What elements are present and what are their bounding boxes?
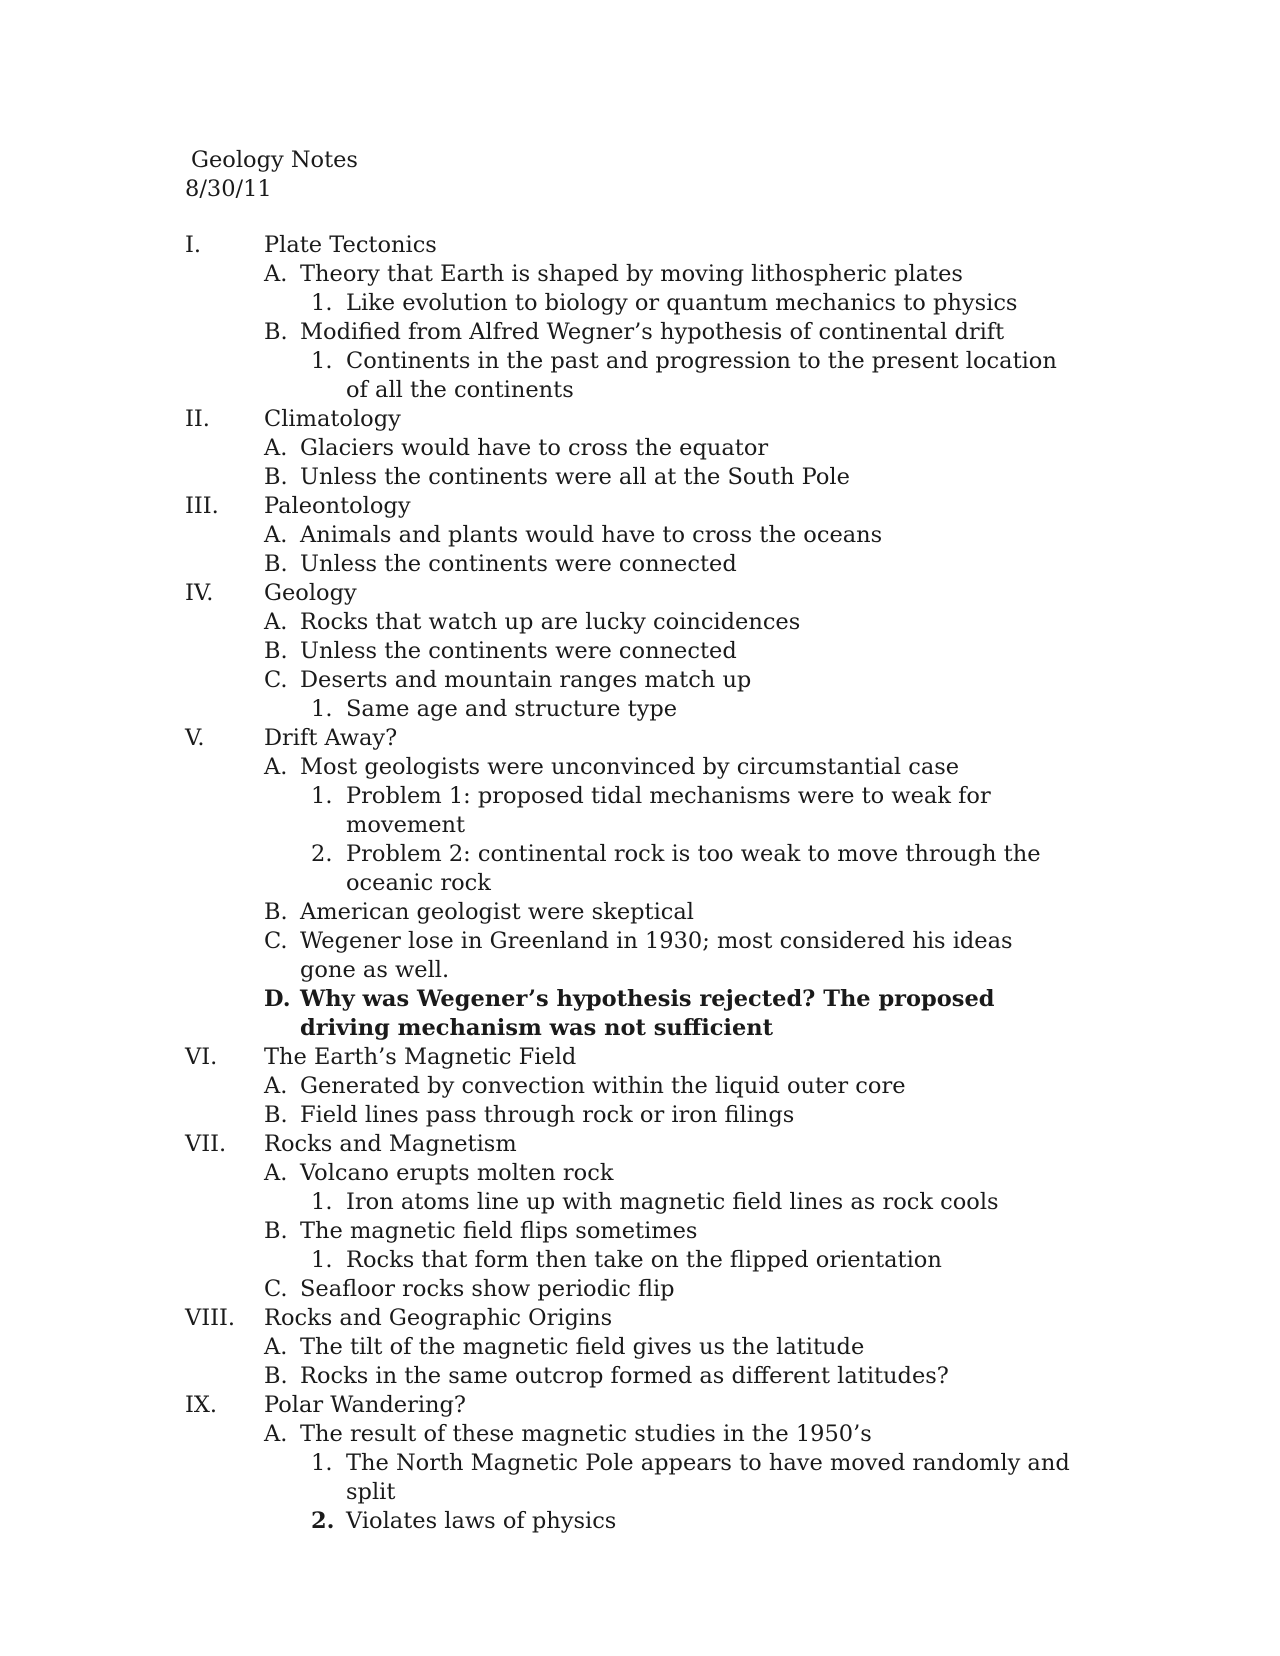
item-letter: A. [264, 1073, 288, 1099]
outline-subitem: Iron atoms line up with magnetic field lines as rock cools [346, 1189, 999, 1215]
section-heading: Paleontology [264, 493, 411, 519]
outline-item: Most geologists were unconvinced by circumstantial case [300, 754, 960, 780]
section-heading: Rocks and Geographic Origins [264, 1305, 613, 1331]
item-number: 1. [311, 783, 333, 809]
section-heading: Plate Tectonics [264, 232, 437, 258]
outline-subitem: Problem 1: proposed tidal mechanisms were to weak for movement [346, 783, 991, 838]
item-number: 1. [311, 290, 333, 316]
item-letter: B. [264, 1363, 288, 1389]
section-numeral: VI. [185, 1044, 218, 1070]
outline-item: Unless the continents were connected [300, 638, 737, 664]
outline-item: Rocks in the same outcrop formed as different latitudes? [300, 1363, 949, 1389]
outline-subitem: Like evolution to biology or quantum mechanics to physics [346, 290, 1018, 316]
outline-subitem: Same age and structure type [346, 696, 678, 722]
item-letter: A. [264, 522, 288, 548]
item-letter: D. [264, 986, 291, 1012]
item-letter: B. [264, 319, 288, 345]
item-number: 1. [311, 348, 333, 374]
section-heading: Geology [264, 580, 357, 606]
section-numeral: III. [185, 493, 219, 519]
outline-subitem: The North Magnetic Pole appears to have moved randomly and split [346, 1450, 1070, 1505]
outline [185, 231, 1105, 1536]
item-letter: A. [264, 1334, 288, 1360]
item-letter: C. [264, 928, 288, 954]
outline-subitem: Rocks that form then take on the flipped orientation [346, 1247, 942, 1273]
outline-item: The magnetic field flips sometimes [300, 1218, 698, 1244]
item-letter: A. [264, 1421, 288, 1447]
section-numeral: VII. [185, 1131, 227, 1157]
outline-subitem: Continents in the past and progression to the present location of all the continents [346, 348, 1057, 403]
outline-subitem: Violates laws of physics [346, 1508, 617, 1534]
outline-item: Generated by convection within the liquid outer core [300, 1073, 906, 1099]
item-letter: A. [264, 754, 288, 780]
outline-item: Glaciers would have to cross the equator [300, 435, 769, 461]
section-climatology [185, 405, 1105, 492]
outline-item: Field lines pass through rock or iron filings [300, 1102, 795, 1128]
outline-item: Volcano erupts molten rock [300, 1160, 614, 1186]
item-letter: A. [264, 261, 288, 287]
section-heading: Polar Wandering? [264, 1392, 466, 1418]
item-number: 1. [311, 1450, 333, 1476]
outline-item: Theory that Earth is shaped by moving lithospheric plates [300, 261, 963, 287]
item-number: 2. [311, 1508, 335, 1534]
document-page [185, 146, 1105, 1536]
section-plate-tectonics [185, 231, 1105, 405]
outline-subitem: Problem 2: continental rock is too weak to move through the oceanic rock [346, 841, 1041, 896]
item-letter: B. [264, 464, 288, 490]
section-numeral: VIII. [185, 1305, 236, 1331]
outline-item: Unless the continents were all at the South Pole [300, 464, 850, 490]
section-heading: The Earth’s Magnetic Field [264, 1044, 577, 1070]
outline-item: Modified from Alfred Wegner’s hypothesis of continental drift [300, 319, 1005, 345]
outline-item: Wegener lose in Greenland in 1930; most considered his ideas gone as well. [300, 928, 1013, 983]
section-numeral: II. [185, 406, 210, 432]
section-heading: Rocks and Magnetism [264, 1131, 517, 1157]
section-numeral: IV. [185, 580, 214, 606]
section-numeral: I. [185, 232, 202, 258]
outline-item: Deserts and mountain ranges match up [300, 667, 752, 693]
item-letter: B. [264, 638, 288, 664]
outline-item: Unless the continents were connected [300, 551, 737, 577]
item-letter: B. [264, 551, 288, 577]
outline-item: Rocks that watch up are lucky coincidences [300, 609, 801, 635]
section-geology [185, 579, 1105, 724]
document-date: 8/30/11 [185, 176, 272, 202]
section-heading: Climatology [264, 406, 401, 432]
item-number: 1. [311, 1189, 333, 1215]
outline-item: American geologist were skeptical [300, 899, 695, 925]
section-geographic-origins [185, 1304, 1105, 1391]
document-header [185, 146, 1105, 204]
outline-item: Seafloor rocks show periodic flip [300, 1276, 675, 1302]
item-letter: B. [264, 899, 288, 925]
item-number: 1. [311, 696, 333, 722]
section-drift-away [185, 724, 1105, 1043]
section-paleontology [185, 492, 1105, 579]
item-number: 1. [311, 1247, 333, 1273]
section-rocks-and-magnetism [185, 1130, 1105, 1304]
outline-item: The tilt of the magnetic field gives us the latitude [300, 1334, 865, 1360]
item-letter: A. [264, 609, 288, 635]
section-heading: Drift Away? [264, 725, 398, 751]
item-letter: C. [264, 1276, 288, 1302]
document-title: Geology Notes [191, 147, 358, 173]
section-polar-wandering [185, 1391, 1105, 1536]
item-letter: B. [264, 1218, 288, 1244]
section-numeral: V. [185, 725, 205, 751]
item-letter: C. [264, 667, 288, 693]
section-numeral: IX. [185, 1392, 218, 1418]
item-letter: B. [264, 1102, 288, 1128]
item-letter: A. [264, 435, 288, 461]
section-magnetic-field [185, 1043, 1105, 1130]
outline-item: The result of these magnetic studies in the 1950’s [300, 1421, 872, 1447]
item-letter: A. [264, 1160, 288, 1186]
item-number: 2. [311, 841, 333, 867]
outline-item: Animals and plants would have to cross the oceans [300, 522, 883, 548]
outline-item-bold: Why was Wegener’s hypothesis rejected? The proposed driving mechanism was not sufficient [300, 986, 995, 1041]
